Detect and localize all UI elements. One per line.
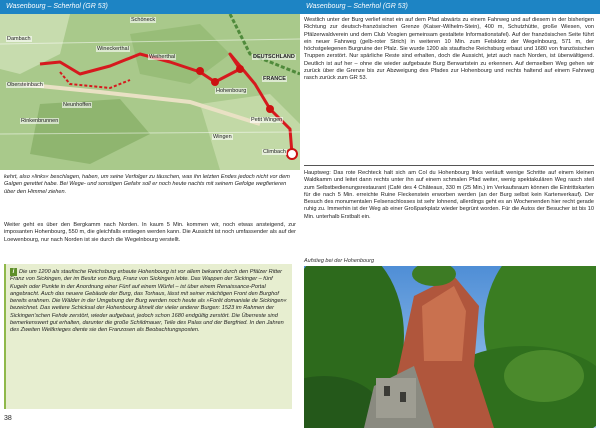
info-icon: i: [10, 268, 17, 276]
map-label-wingen: Wingen: [213, 134, 232, 140]
right-page-header: Wasenbourg – Scherhol (GR 53): [300, 0, 600, 14]
map-label-schoeneck: Schöneck: [131, 17, 156, 23]
map-label-weiherthal: Weiherthal: [149, 54, 176, 60]
legend-italic-text: kehrt, also »links« beschlagen, haben, um seine Verfolger zu täuschen, was ihn letzten Endes jedoch nicht vor dem Galgen gerettet habe. Bei Wege- und sonstigen Gefahr soll er noch heute nachts mit seinem Gefolge wegfierieren über den Himmel ziehen.: [4, 174, 290, 195]
map-label-rinkenbrunnen: Rinkenbrunnen: [21, 118, 59, 124]
castle-photo: [304, 266, 596, 428]
map-label-dambach: Dambach: [7, 36, 31, 42]
map-label-petit-wingen: Petit Wingen: [251, 117, 283, 123]
route-map-graphic: [0, 14, 300, 170]
left-page-header: Wasenbourg – Scherhol (GR 53): [0, 0, 300, 14]
route-description: Weiter geht es über den Bergkamm nach Norden. In kaum 5 Min. kommen wir, noch etwas ansteigend, zur imposanten Hohenbourg, 550 m, die gleichfalls erstiegen werden kann. Die Aussicht ist noch umfassender als auf der Loewenbourg, nur nach Norden ist sie durch die Wegelnbourg verstellt.: [4, 222, 296, 243]
section-divider: [304, 165, 594, 166]
right-page: [300, 0, 600, 428]
page-number: 38: [4, 415, 12, 422]
map-label-hohenbourg: Hohenbourg: [216, 88, 247, 94]
map-label-obersteinbach: Obersteinbach: [7, 82, 43, 88]
hauptweg-text: Hauptweg: Das rote Rechteck halt sich am Col du Hohenbourg links verläuft wenige Schritte auf einem kleinen Waldkamm und leitet dann rechts unter ihn auf einem schmalen Pfad weiter, wenig spektakulären Weg rasch steil zum Selbstbedienungsrestaurant (Café des 4 Châteaux, 330 m (25 Min.) im Verkaufsraum können die Eintrittskarten für die nach 5 Min. erreichte Ruine Fleckenstein erworben werden (an der Burg selbst kein Kartenverkauf). Der Besuch des monumentalen Felsenschlosses ist sehr lohnend, allerdings geht es an Wochenenden hier recht gerade ruhig zu. Immerhin ist der Weg ab einer Großparkplatz wieder begrünt worden. Für die Autos der Besucher ist bis 10 Min. unterhalb Erstbalt ein.: [304, 170, 594, 220]
photo-caption: Aufstieg bei der Hohenbourg: [304, 258, 375, 264]
route-map: [0, 14, 300, 170]
map-label-wineckerthal: Wineckerthal: [97, 46, 129, 52]
castle-photo-graphic: [304, 266, 596, 428]
right-page-top-text: Westlich unter der Burg verlief einst ein auf dem Pfad abwärts zu einem Fahrweg und auf diesem in der bisherigen Richtung zur deutsch-französischen Grenze (Kaiser-Wilhelm-Stein), 400 m, Schutzhütte, große Wiesen, von Pfälzerwaldverein und dem Club Vosgien gemeinsam gestaltete Informationstafel). Auf der französischen Seite führt ein neuer Fahrweg (gelb-roter Strich) in weiteren 10 Min. zum Felsklotz der Wegelnbourg, 571 m, der höchstgelegenen Burgruine der Pfalz. Sie wurde 1200 als staufische Reichsburg erbaut und 1680 von französischen Truppen zerstört. Nur spärliche Reste sind erhalten, doch die Aussicht, jetzt auch nach Norden, ist überwältigend. Deutlich ist auf her – ohne die wieder aufgebaute Burg Berwartstein zu erkennen. Auf demselben Weg gehen wir zurück über die Grenze bis zur Abzweigung des Pfades zur Hohenbourg und rechts haltend auf einem Fahrweg rasch zurück zum GR 53.: [304, 17, 594, 82]
map-label-climbach: Climbach: [263, 149, 286, 155]
map-label-neunhoffen: Neunhoffen: [63, 102, 92, 108]
map-label-deutschland: DEUTSCHLAND: [253, 54, 295, 60]
info-box: [4, 264, 292, 409]
map-label-france: FRANCE: [263, 76, 286, 82]
info-box-text: [10, 268, 288, 335]
info-box-body: Die um 1200 als staufische Reichsburg erbaute Hohenbourg ist vor allem bekannt durch den Pfälzer Ritter Franz von Sickingen, der im Besitz von Burg, Franz von Sickingen lebte. Das Wappen der Sickinger – fünf Kugeln oder Punkte in der Anordnung einer Fünf auf einem Würfel – ist über einem Renaissance-Portal angebracht. Auch das neuere Gebäude der Burg, das Torhaus, lässt mit seiner mächtigen Front den Burghof bereits erahnen. Die Wälder in der Umgebung der Burg werden noch heute als »Forêt domaniale de Sickingen« bezeichnet. Das weitere Schicksal der Hohenbourg ähnelt der vieler anderer Burgen: 1523 im Rahmen der Sickingen'schen Fehde zerstört, wieder aufgebaut, jedoch schon 1680 endgültig zerstört. Die Überreste sind bemerkenswert gut erhalten, darunter die große Schildmauer, Teile des Palas und der Bergfried. In den Jahren des Zweiten Weltkrieges diente sie den Franzosen als Beobachtungsposten.: [10, 269, 287, 334]
